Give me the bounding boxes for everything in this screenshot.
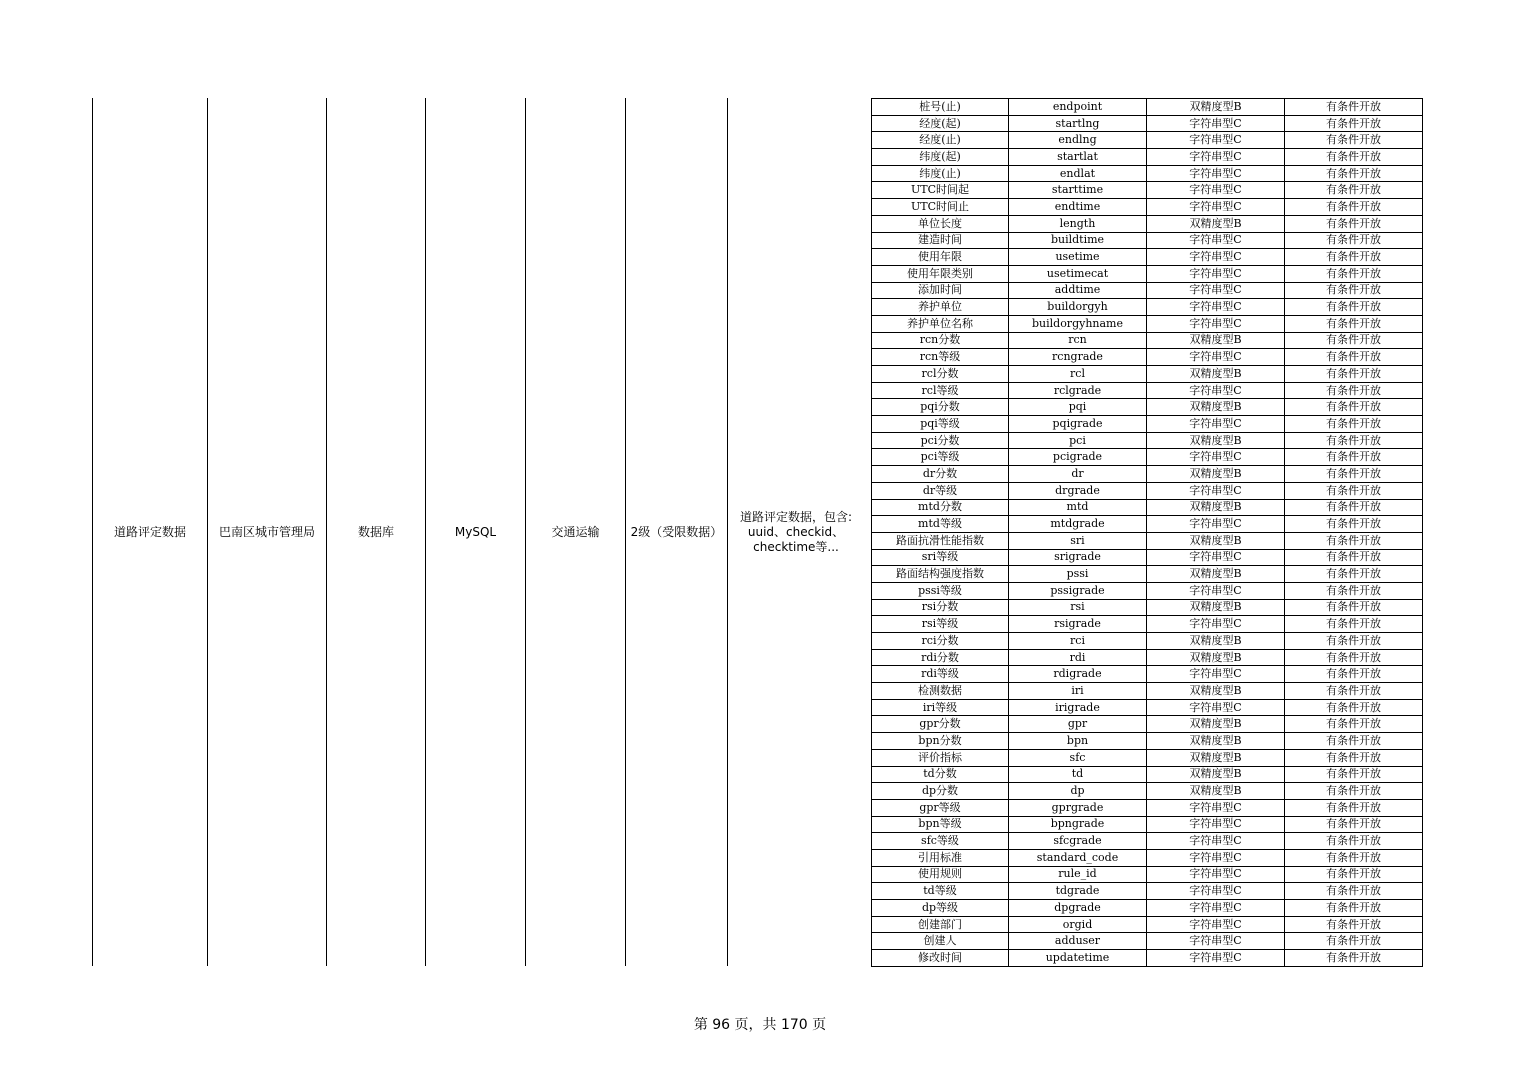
- domain-cell: [526, 98, 625, 966]
- table-row: [872, 215, 1423, 232]
- field-en-name: rdigrade: [1009, 666, 1147, 683]
- field-cn-name: 创建部门: [872, 916, 1009, 933]
- table-row: [872, 399, 1423, 416]
- field-cn-name: 引用标准: [872, 849, 1009, 866]
- field-en-name: startlat: [1009, 149, 1147, 166]
- description-line: checktime等...: [753, 539, 839, 554]
- field-type: 字符串型C: [1147, 849, 1285, 866]
- field-en-name: rdi: [1009, 649, 1147, 666]
- field-en-name: sfcgrade: [1009, 833, 1147, 850]
- data-name-text: 道路评定数据: [113, 524, 186, 539]
- field-en-name: td: [1009, 766, 1147, 783]
- field-cn-name: pqi分数: [872, 399, 1009, 416]
- field-type: 双精度型B: [1147, 499, 1285, 516]
- field-cn-name: 养护单位: [872, 299, 1009, 316]
- field-en-name: rclgrade: [1009, 382, 1147, 399]
- field-en-name: pci: [1009, 432, 1147, 449]
- field-cn-name: mtd等级: [872, 516, 1009, 533]
- field-en-name: dpgrade: [1009, 900, 1147, 917]
- field-open-type: 有条件开放: [1285, 716, 1423, 733]
- field-type: 双精度型B: [1147, 99, 1285, 116]
- field-type: 双精度型B: [1147, 649, 1285, 666]
- field-en-name: starttime: [1009, 182, 1147, 199]
- field-open-type: 有条件开放: [1285, 265, 1423, 282]
- field-en-name: endtime: [1009, 199, 1147, 216]
- field-cn-name: rcl等级: [872, 382, 1009, 399]
- table-row: [872, 132, 1423, 149]
- field-en-name: bpngrade: [1009, 816, 1147, 833]
- field-open-type: 有条件开放: [1285, 349, 1423, 366]
- field-cn-name: mtd分数: [872, 499, 1009, 516]
- field-open-type: 有条件开放: [1285, 683, 1423, 700]
- field-open-type: 有条件开放: [1285, 165, 1423, 182]
- field-type: 字符串型C: [1147, 416, 1285, 433]
- field-type: 字符串型C: [1147, 182, 1285, 199]
- field-open-type: 有条件开放: [1285, 215, 1423, 232]
- field-en-name: mtd: [1009, 499, 1147, 516]
- table-row: [872, 299, 1423, 316]
- field-type: 双精度型B: [1147, 716, 1285, 733]
- field-cn-name: rdi等级: [872, 666, 1009, 683]
- field-cn-name: sri等级: [872, 549, 1009, 566]
- field-cn-name: pssi等级: [872, 582, 1009, 599]
- field-type: 字符串型C: [1147, 799, 1285, 816]
- field-table: [871, 98, 1423, 967]
- page-footer: [0, 1014, 1520, 1034]
- field-cn-name: bpn分数: [872, 733, 1009, 750]
- field-cn-name: 单位长度: [872, 215, 1009, 232]
- field-type: 字符串型C: [1147, 132, 1285, 149]
- field-open-type: 有条件开放: [1285, 582, 1423, 599]
- field-open-type: 有条件开放: [1285, 332, 1423, 349]
- field-en-name: buildorgyhname: [1009, 315, 1147, 332]
- field-type: 字符串型C: [1147, 149, 1285, 166]
- field-type: 字符串型C: [1147, 900, 1285, 917]
- provider-text: 巴南区城市管理局: [218, 524, 315, 539]
- table-row: [872, 332, 1423, 349]
- field-en-name: endlng: [1009, 132, 1147, 149]
- provider-cell: [208, 98, 326, 966]
- field-cn-name: 使用规则: [872, 866, 1009, 883]
- field-type: 双精度型B: [1147, 532, 1285, 549]
- field-cn-name: rcn分数: [872, 332, 1009, 349]
- table-row: [872, 432, 1423, 449]
- field-open-type: 有条件开放: [1285, 182, 1423, 199]
- field-cn-name: dp等级: [872, 900, 1009, 917]
- table-row: [872, 716, 1423, 733]
- field-en-name: pssi: [1009, 566, 1147, 583]
- field-cn-name: 修改时间: [872, 950, 1009, 967]
- field-cn-name: UTC时间止: [872, 199, 1009, 216]
- field-cn-name: td等级: [872, 883, 1009, 900]
- field-en-name: rsigrade: [1009, 616, 1147, 633]
- field-type: 字符串型C: [1147, 382, 1285, 399]
- field-cn-name: sfc等级: [872, 833, 1009, 850]
- field-open-type: 有条件开放: [1285, 299, 1423, 316]
- table-row: [872, 933, 1423, 950]
- field-cn-name: iri等级: [872, 699, 1009, 716]
- field-type: 双精度型B: [1147, 215, 1285, 232]
- field-type: 字符串型C: [1147, 933, 1285, 950]
- field-open-type: 有条件开放: [1285, 833, 1423, 850]
- table-row: [872, 165, 1423, 182]
- field-open-type: 有条件开放: [1285, 416, 1423, 433]
- table-row: [872, 149, 1423, 166]
- field-type: 字符串型C: [1147, 950, 1285, 967]
- field-open-type: 有条件开放: [1285, 749, 1423, 766]
- field-cn-name: 使用年限类别: [872, 265, 1009, 282]
- table-row: [872, 749, 1423, 766]
- field-type: 字符串型C: [1147, 616, 1285, 633]
- table-row: [872, 833, 1423, 850]
- field-type: 字符串型C: [1147, 265, 1285, 282]
- field-cn-name: 纬度(起): [872, 149, 1009, 166]
- field-type: 双精度型B: [1147, 332, 1285, 349]
- table-row: [872, 315, 1423, 332]
- field-en-name: rule_id: [1009, 866, 1147, 883]
- field-en-name: usetime: [1009, 249, 1147, 266]
- field-open-type: 有条件开放: [1285, 199, 1423, 216]
- field-open-type: 有条件开放: [1285, 866, 1423, 883]
- field-type: 字符串型C: [1147, 232, 1285, 249]
- field-open-type: 有条件开放: [1285, 900, 1423, 917]
- field-en-name: usetimecat: [1009, 265, 1147, 282]
- table-row: [872, 482, 1423, 499]
- field-open-type: 有条件开放: [1285, 849, 1423, 866]
- field-en-name: tdgrade: [1009, 883, 1147, 900]
- table-row: [872, 249, 1423, 266]
- field-type: 字符串型C: [1147, 349, 1285, 366]
- field-en-name: length: [1009, 215, 1147, 232]
- field-cn-name: 纬度(止): [872, 165, 1009, 182]
- table-row: [872, 666, 1423, 683]
- table-row: [872, 649, 1423, 666]
- field-type: 双精度型B: [1147, 366, 1285, 383]
- field-type: 字符串型C: [1147, 516, 1285, 533]
- field-cn-name: 养护单位名称: [872, 315, 1009, 332]
- field-type: 双精度型B: [1147, 599, 1285, 616]
- field-type: 字符串型C: [1147, 833, 1285, 850]
- field-en-name: endlat: [1009, 165, 1147, 182]
- field-en-name: srigrade: [1009, 549, 1147, 566]
- field-open-type: 有条件开放: [1285, 499, 1423, 516]
- field-en-name: addtime: [1009, 282, 1147, 299]
- table-row: [872, 232, 1423, 249]
- field-cn-name: rcn等级: [872, 349, 1009, 366]
- field-open-type: 有条件开放: [1285, 599, 1423, 616]
- field-en-name: startlng: [1009, 115, 1147, 132]
- field-cn-name: 检测数据: [872, 683, 1009, 700]
- field-en-name: sfc: [1009, 749, 1147, 766]
- table-row: [872, 366, 1423, 383]
- field-open-type: 有条件开放: [1285, 666, 1423, 683]
- field-cn-name: 建造时间: [872, 232, 1009, 249]
- field-type: 字符串型C: [1147, 199, 1285, 216]
- table-row: [872, 883, 1423, 900]
- field-type: 字符串型C: [1147, 816, 1285, 833]
- field-cn-name: gpr分数: [872, 716, 1009, 733]
- table-row: [872, 616, 1423, 633]
- field-type: 双精度型B: [1147, 733, 1285, 750]
- field-open-type: 有条件开放: [1285, 633, 1423, 650]
- field-open-type: 有条件开放: [1285, 232, 1423, 249]
- field-en-name: pqi: [1009, 399, 1147, 416]
- description-cell: [728, 98, 864, 966]
- field-en-name: rcngrade: [1009, 349, 1147, 366]
- field-open-type: 有条件开放: [1285, 132, 1423, 149]
- field-cn-name: 经度(止): [872, 132, 1009, 149]
- field-open-type: 有条件开放: [1285, 382, 1423, 399]
- level-text: 2级（受限数据）: [630, 524, 723, 539]
- field-en-name: pssigrade: [1009, 582, 1147, 599]
- field-cn-name: dr分数: [872, 466, 1009, 483]
- resource-type-text: 数据库: [357, 524, 394, 539]
- field-type: 字符串型C: [1147, 299, 1285, 316]
- field-open-type: 有条件开放: [1285, 916, 1423, 933]
- table-row: [872, 115, 1423, 132]
- field-en-name: gprgrade: [1009, 799, 1147, 816]
- domain-text: 交通运输: [551, 524, 600, 539]
- field-en-name: pqigrade: [1009, 416, 1147, 433]
- table-row: [872, 799, 1423, 816]
- field-cn-name: rcl分数: [872, 366, 1009, 383]
- table-row: [872, 549, 1423, 566]
- field-en-name: rcn: [1009, 332, 1147, 349]
- field-open-type: 有条件开放: [1285, 649, 1423, 666]
- data-name-cell: [93, 98, 207, 966]
- field-open-type: 有条件开放: [1285, 549, 1423, 566]
- field-open-type: 有条件开放: [1285, 249, 1423, 266]
- table-row: [872, 783, 1423, 800]
- field-en-name: iri: [1009, 683, 1147, 700]
- field-type: 字符串型C: [1147, 582, 1285, 599]
- table-row: [872, 265, 1423, 282]
- table-row: [872, 816, 1423, 833]
- field-cn-name: td分数: [872, 766, 1009, 783]
- field-en-name: buildtime: [1009, 232, 1147, 249]
- field-en-name: adduser: [1009, 933, 1147, 950]
- field-en-name: endpoint: [1009, 99, 1147, 116]
- field-type: 双精度型B: [1147, 749, 1285, 766]
- description-line: uuid、checkid、: [747, 524, 845, 539]
- field-open-type: 有条件开放: [1285, 366, 1423, 383]
- field-open-type: 有条件开放: [1285, 115, 1423, 132]
- field-cn-name: rsi分数: [872, 599, 1009, 616]
- field-type: 双精度型B: [1147, 683, 1285, 700]
- field-cn-name: 创建人: [872, 933, 1009, 950]
- description-line: 道路评定数据，包含:: [739, 509, 853, 524]
- field-cn-name: dp分数: [872, 783, 1009, 800]
- field-en-name: buildorgyh: [1009, 299, 1147, 316]
- field-cn-name: pci分数: [872, 432, 1009, 449]
- field-type: 双精度型B: [1147, 432, 1285, 449]
- field-open-type: 有条件开放: [1285, 933, 1423, 950]
- resource-type-cell: [327, 98, 425, 966]
- table-row: [872, 766, 1423, 783]
- field-open-type: 有条件开放: [1285, 950, 1423, 967]
- field-en-name: dr: [1009, 466, 1147, 483]
- description-text: [740, 510, 852, 555]
- field-open-type: 有条件开放: [1285, 816, 1423, 833]
- field-en-name: pcigrade: [1009, 449, 1147, 466]
- field-open-type: 有条件开放: [1285, 466, 1423, 483]
- field-type: 字符串型C: [1147, 165, 1285, 182]
- field-open-type: 有条件开放: [1285, 516, 1423, 533]
- table-row: [872, 99, 1423, 116]
- field-open-type: 有条件开放: [1285, 799, 1423, 816]
- field-open-type: 有条件开放: [1285, 566, 1423, 583]
- table-row: [872, 516, 1423, 533]
- field-open-type: 有条件开放: [1285, 482, 1423, 499]
- field-type: 字符串型C: [1147, 115, 1285, 132]
- table-row: [872, 532, 1423, 549]
- field-cn-name: bpn等级: [872, 816, 1009, 833]
- field-cn-name: 添加时间: [872, 282, 1009, 299]
- table-row: [872, 466, 1423, 483]
- field-cn-name: dr等级: [872, 482, 1009, 499]
- field-type: 双精度型B: [1147, 566, 1285, 583]
- field-en-name: sri: [1009, 532, 1147, 549]
- table-row: [872, 416, 1423, 433]
- database-text: MySQL: [454, 524, 497, 539]
- field-open-type: 有条件开放: [1285, 766, 1423, 783]
- level-cell: [626, 98, 727, 966]
- field-open-type: 有条件开放: [1285, 432, 1423, 449]
- field-type: 双精度型B: [1147, 633, 1285, 650]
- table-row: [872, 599, 1423, 616]
- field-cn-name: 路面抗滑性能指数: [872, 532, 1009, 549]
- field-en-name: rsi: [1009, 599, 1147, 616]
- field-open-type: 有条件开放: [1285, 449, 1423, 466]
- field-cn-name: gpr等级: [872, 799, 1009, 816]
- field-type: 双精度型B: [1147, 399, 1285, 416]
- table-row: [872, 282, 1423, 299]
- table-row: [872, 349, 1423, 366]
- table-row: [872, 566, 1423, 583]
- table-row: [872, 900, 1423, 917]
- field-cn-name: pqi等级: [872, 416, 1009, 433]
- field-open-type: 有条件开放: [1285, 733, 1423, 750]
- field-type: 双精度型B: [1147, 466, 1285, 483]
- field-cn-name: 使用年限: [872, 249, 1009, 266]
- field-open-type: 有条件开放: [1285, 315, 1423, 332]
- field-type: 字符串型C: [1147, 249, 1285, 266]
- field-en-name: standard_code: [1009, 849, 1147, 866]
- field-open-type: 有条件开放: [1285, 699, 1423, 716]
- field-cn-name: 评价指标: [872, 749, 1009, 766]
- table-row: [872, 916, 1423, 933]
- field-open-type: 有条件开放: [1285, 783, 1423, 800]
- field-type: 字符串型C: [1147, 699, 1285, 716]
- table-row: [872, 733, 1423, 750]
- field-en-name: rci: [1009, 633, 1147, 650]
- field-en-name: updatetime: [1009, 950, 1147, 967]
- field-en-name: gpr: [1009, 716, 1147, 733]
- field-open-type: 有条件开放: [1285, 282, 1423, 299]
- field-type: 字符串型C: [1147, 883, 1285, 900]
- table-row: [872, 849, 1423, 866]
- table-row: [872, 449, 1423, 466]
- field-open-type: 有条件开放: [1285, 616, 1423, 633]
- field-cn-name: rsi等级: [872, 616, 1009, 633]
- table-row: [872, 866, 1423, 883]
- field-en-name: dp: [1009, 783, 1147, 800]
- field-open-type: 有条件开放: [1285, 99, 1423, 116]
- field-cn-name: 经度(起): [872, 115, 1009, 132]
- field-open-type: 有条件开放: [1285, 399, 1423, 416]
- table-row: [872, 683, 1423, 700]
- table-row: [872, 182, 1423, 199]
- field-en-name: orgid: [1009, 916, 1147, 933]
- field-type: 字符串型C: [1147, 549, 1285, 566]
- field-cn-name: rci分数: [872, 633, 1009, 650]
- field-type: 字符串型C: [1147, 449, 1285, 466]
- field-type: 字符串型C: [1147, 282, 1285, 299]
- field-type: 双精度型B: [1147, 766, 1285, 783]
- field-cn-name: pci等级: [872, 449, 1009, 466]
- field-en-name: bpn: [1009, 733, 1147, 750]
- page-number: 第 96 页，共 170 页: [693, 1017, 827, 1033]
- table-row: [872, 382, 1423, 399]
- field-cn-name: 路面结构强度指数: [872, 566, 1009, 583]
- field-en-name: rcl: [1009, 366, 1147, 383]
- field-en-name: drgrade: [1009, 482, 1147, 499]
- field-cn-name: rdi分数: [872, 649, 1009, 666]
- field-open-type: 有条件开放: [1285, 149, 1423, 166]
- table-row: [872, 199, 1423, 216]
- field-type: 字符串型C: [1147, 482, 1285, 499]
- field-en-name: mtdgrade: [1009, 516, 1147, 533]
- field-type: 字符串型C: [1147, 666, 1285, 683]
- field-cn-name: 桩号(止): [872, 99, 1009, 116]
- table-row: [872, 950, 1423, 967]
- field-type: 字符串型C: [1147, 315, 1285, 332]
- table-row: [872, 699, 1423, 716]
- table-row: [872, 499, 1423, 516]
- field-open-type: 有条件开放: [1285, 883, 1423, 900]
- field-type: 字符串型C: [1147, 916, 1285, 933]
- database-cell: [426, 98, 525, 966]
- table-row: [872, 633, 1423, 650]
- field-open-type: 有条件开放: [1285, 532, 1423, 549]
- field-type: 字符串型C: [1147, 866, 1285, 883]
- table-row: [872, 582, 1423, 599]
- field-en-name: irigrade: [1009, 699, 1147, 716]
- field-type: 双精度型B: [1147, 783, 1285, 800]
- field-cn-name: UTC时间起: [872, 182, 1009, 199]
